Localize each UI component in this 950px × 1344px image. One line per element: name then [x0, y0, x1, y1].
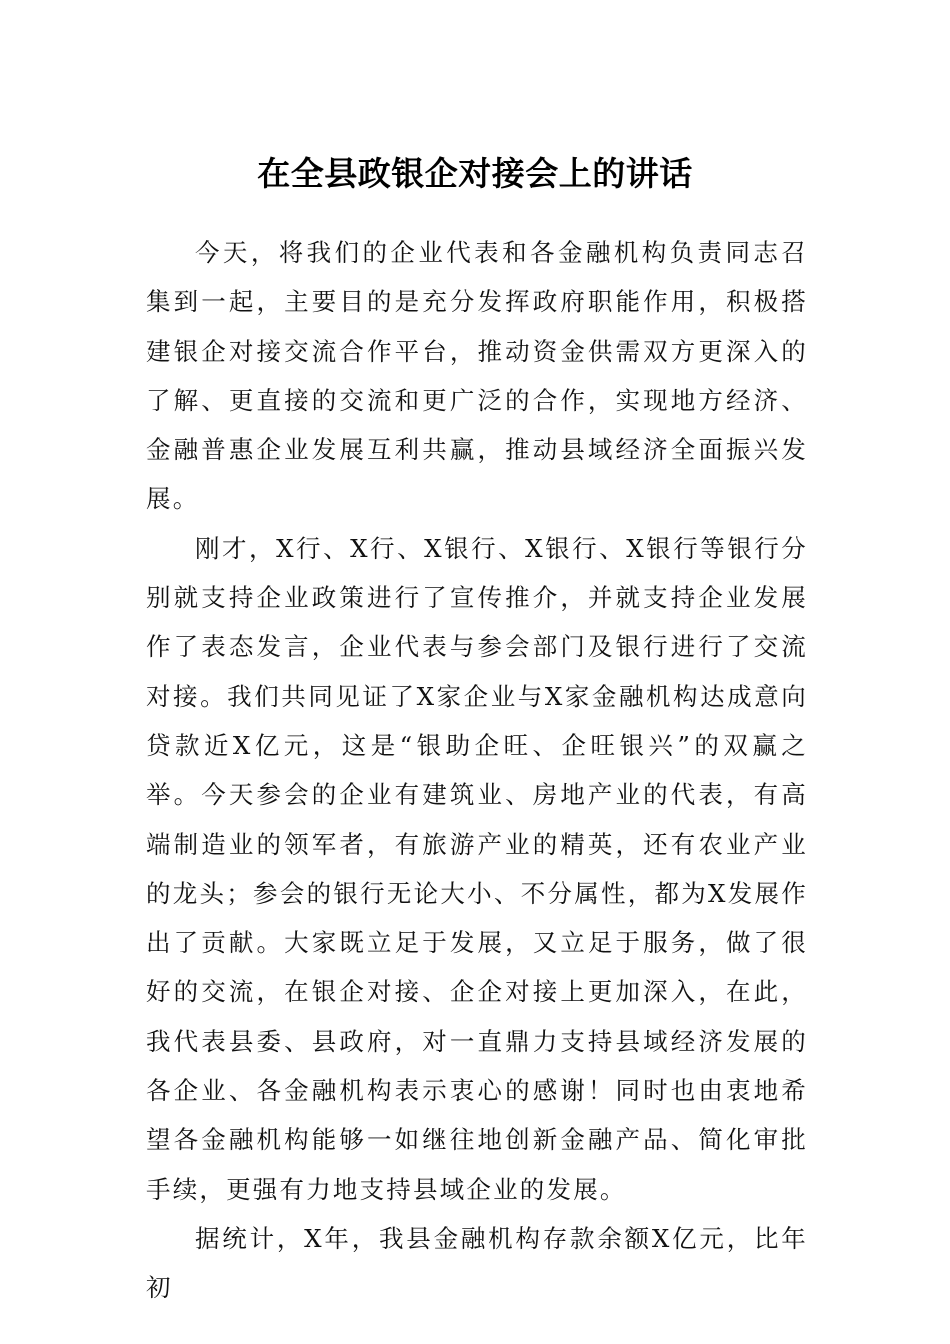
document-body — [146, 228, 808, 1313]
paragraph-statistics: 据统计，X年，我县金融机构存款余额X亿元，比年初 — [146, 1223, 808, 1303]
paragraph-bank-enterprise-exchange: 刚才，X行、X行、X银行、X银行、X银行等银行分别就支持企业政策进行了宣传推介，并就支持企业发展作了表态发言，企业代表与参会部门及银行进行了交流对接。我们共同见证了X家企业与X家金融机构达成意向贷款近X亿元，这是“银助企旺、企旺银兴”的双赢之举。今天参会的企业有建筑业、房地产业的代表，有高端制造业的领军者，有旅游产业的精英，还有农业产业的龙头；参会的银行无论大小、不分属性，都为X发展作出了贡献。大家既立足于发展，又立足于服务，做了很好的交流，在银企对接、企企对接上更加深入，在此，我代表县委、县政府，对一直鼎力支持县域经济发展的各企业、各金融机构表示衷心的感谢！同时也由衷地希望各金融机构能够一如继往地创新金融产品、简化审批手续，更强有力地支持县域企业的发展。 — [146, 533, 808, 1204]
document-title: 在全县政银企对接会上的讲话 — [257, 154, 693, 193]
paragraph-opening: 今天，将我们的企业代表和各金融机构负责同志召集到一起，主要目的是充分发挥政府职能作用，积极搭建银企对接交流合作平台，推动资金供需双方更深入的了解、更直接的交流和更广泛的合作，实现地方经济、金融普惠企业发展互利共赢，推动县域经济全面振兴发展。 — [146, 238, 808, 514]
